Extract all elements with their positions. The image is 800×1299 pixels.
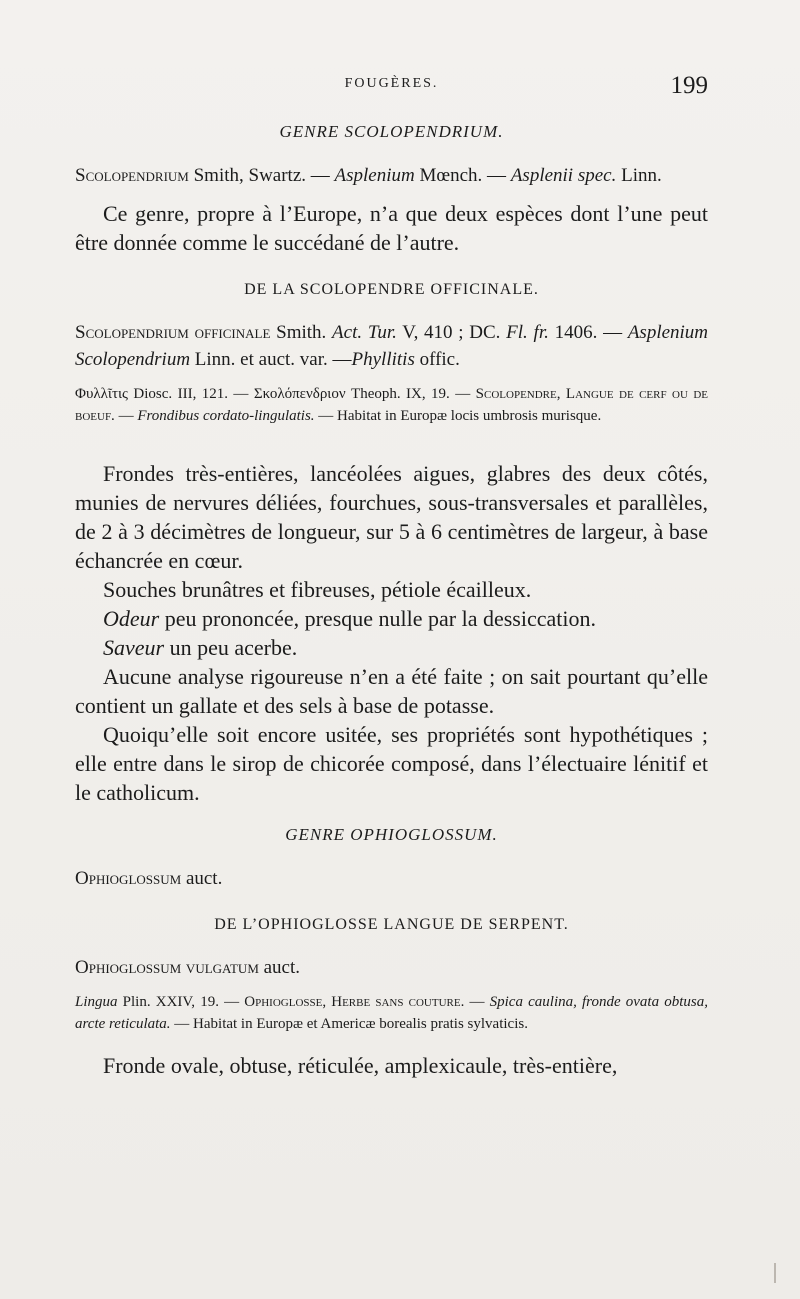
note-text: — bbox=[114, 408, 138, 424]
authority-text: Smith, Swartz. — bbox=[188, 165, 335, 186]
authority-text: Linn. et auct. var. — bbox=[190, 349, 352, 370]
species-synonymy-scolopendrium bbox=[75, 319, 708, 373]
note-text: Theoph. IX, 19. — bbox=[345, 386, 476, 402]
authority-text: Linn. bbox=[616, 165, 662, 186]
taxon-name: Scolopendrium officinale bbox=[75, 322, 271, 343]
latin-name: Lingua bbox=[75, 994, 118, 1010]
authority-text: auct. bbox=[258, 957, 301, 978]
odor-paragraph bbox=[75, 604, 708, 633]
genus-synonymy-ophioglossum bbox=[75, 865, 708, 892]
odor-label: Odeur bbox=[103, 606, 160, 631]
synonym-name: Phyllitis bbox=[351, 349, 415, 370]
taxon-name: Scolopendrium bbox=[75, 165, 189, 186]
running-title: FOUGÈRES. bbox=[344, 76, 439, 91]
description-paragraph: Souches brunâtres et fibreuses, pétiole écailleux. bbox=[103, 577, 532, 602]
citation-title: Fl. fr. bbox=[506, 322, 549, 343]
note-text: Plin. XXIV, 19. — bbox=[117, 994, 245, 1010]
synonym-name: Asplenium Scolopendrium bbox=[75, 322, 709, 370]
genus-description-paragraph: Ce genre, propre à l’Europe, n’a que deux espèces dont l’une peut être donnée comme le succédané de l’autre. bbox=[75, 201, 708, 255]
synonym-name: Asplenii spec. bbox=[510, 165, 617, 186]
taxon-name: Ophioglossum bbox=[75, 868, 182, 889]
species-note-ophioglosse bbox=[75, 991, 708, 1035]
authority-text: Smith. bbox=[270, 322, 333, 343]
citation-title: Act. Tur. bbox=[332, 322, 397, 343]
note-text: Diosc. III, 121. — bbox=[127, 386, 254, 402]
common-name: Ophioglosse, Herbe sans couture. bbox=[244, 994, 465, 1010]
authority-text: auct. bbox=[181, 868, 223, 889]
page-edge-mark bbox=[774, 1263, 776, 1283]
vertical-spacer bbox=[75, 443, 708, 459]
species-synonymy-ophioglossum bbox=[75, 954, 708, 981]
analysis-paragraph: Aucune analyse rigoureuse n’en a été faite ; on sait pourtant qu’elle contient un gallate et des sels à base de potasse. bbox=[75, 664, 708, 718]
synonym-name: Asplenium bbox=[334, 165, 415, 186]
description-last-line: Fronde ovale, obtuse, réticulée, amplexicaule, très-entière, bbox=[103, 1053, 618, 1078]
odor-text: peu prononcée, presque nulle par la dessiccation. bbox=[159, 606, 596, 631]
taste-label: Saveur bbox=[103, 635, 165, 660]
species-heading-scolopendre: DE LA SCOLOPENDRE OFFICINALE. bbox=[244, 281, 539, 298]
note-text: — bbox=[464, 994, 490, 1010]
taxon-name: Ophioglossum vulgatum bbox=[75, 957, 259, 978]
description-paragraph: Frondes très-entières, lancéolées aigues, glabres des deux côtés, munies de nervures déliées, fourchues, sous-transversales et parallèles, de 2 à 3 décimètres de longueur, sur 5 à 6 centimètres de largeur, à base échancrée en cœur. bbox=[75, 461, 708, 573]
species-heading-ophioglosse: DE L’OPHIOGLOSSE LANGUE DE SERPENT. bbox=[214, 916, 569, 933]
species-note-scolopendre bbox=[75, 383, 708, 427]
properties-paragraph: Quoiqu’elle soit encore usitée, ses propriétés sont hypothétiques ; elle entre dans le sirop de chicorée composé, dans l’électuaire lénitif et le catholicum. bbox=[75, 722, 708, 805]
latin-description: Spica caulina, fronde ovata obtusa, arcte reticulata. bbox=[75, 994, 709, 1032]
common-name: Scolopendre, Langue de cerf ou de boeuf. bbox=[75, 386, 709, 424]
greek-name: Φυλλῖτις bbox=[75, 386, 128, 402]
page-number: 199 bbox=[670, 72, 708, 99]
latin-description: Frondibus cordato-lingulatis. bbox=[137, 408, 315, 424]
authority-text: offic. bbox=[414, 349, 460, 370]
authority-text: 1406. — bbox=[548, 322, 628, 343]
taste-paragraph bbox=[75, 633, 708, 662]
genus-heading-scolopendrium: GENRE SCOLOPENDRIUM. bbox=[279, 122, 504, 141]
authority-text: Mœnch. — bbox=[414, 165, 511, 186]
note-text: — Habitat in Europæ et Americæ borealis pratis sylvaticis. bbox=[170, 1016, 528, 1032]
note-text: — Habitat in Europæ locis umbrosis murisque. bbox=[314, 408, 602, 424]
genus-synonymy-scolopendrium bbox=[75, 162, 708, 189]
genus-heading-ophioglossum: GENRE OPHIOGLOSSUM. bbox=[285, 825, 498, 844]
running-head bbox=[75, 74, 708, 104]
taste-text: un peu acerbe. bbox=[164, 635, 298, 660]
authority-text: V, 410 ; DC. bbox=[396, 322, 507, 343]
greek-name: Σκολόπενδριον bbox=[253, 386, 346, 402]
